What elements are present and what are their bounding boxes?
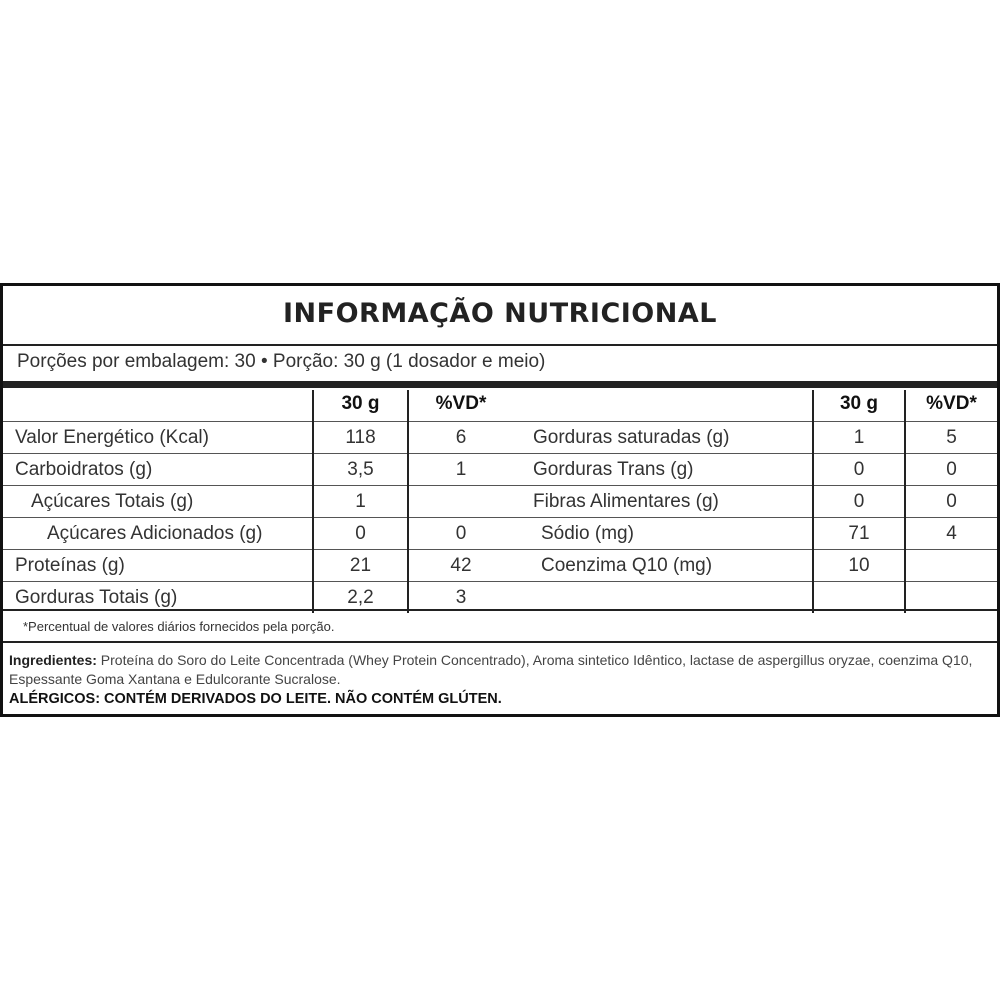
nutrient-dv: 0 bbox=[905, 486, 997, 518]
serving-info: Porções por embalagem: 30 • Porção: 30 g (1 dosador e meio) bbox=[17, 351, 546, 372]
nutrient-dv: 1 bbox=[408, 454, 513, 486]
nutrient-name: Valor Energético (Kcal) bbox=[3, 422, 313, 454]
nutrient-amount: 1 bbox=[313, 486, 408, 518]
table-row bbox=[3, 422, 513, 454]
nutrient-amount: 2,2 bbox=[313, 582, 408, 614]
ingredients-block bbox=[9, 651, 995, 689]
nutrient-amount: 1 bbox=[813, 422, 905, 454]
nutrient-amount: 21 bbox=[313, 550, 408, 582]
ingredients-text: Proteína do Soro do Leite Concentrada (Whey Protein Concentrado), Aroma sintetico Idêntico, lactase de aspergillus oryzae, coenzima Q10, Espessante Goma Xantana e Edulcorante Sucralose. bbox=[9, 652, 973, 687]
nutrient-amount: 0 bbox=[813, 486, 905, 518]
nutrition-table-left bbox=[3, 390, 513, 613]
table-row bbox=[513, 486, 997, 518]
nutrient-name: Gorduras saturadas (g) bbox=[513, 422, 813, 454]
nutrient-name: Açúcares Totais (g) bbox=[3, 486, 313, 518]
nutrient-dv: 3 bbox=[408, 582, 513, 614]
nutrient-name: Gorduras Totais (g) bbox=[15, 586, 178, 608]
nutrient-dv: 6 bbox=[408, 422, 513, 454]
nutrient-amount: 0 bbox=[813, 454, 905, 486]
title-divider bbox=[3, 344, 997, 346]
nutrient-name: Sódio (mg) bbox=[513, 518, 813, 550]
nutrient-name: Carboidratos (g) bbox=[3, 454, 313, 486]
nutrient-name: Fibras Alimentares (g) bbox=[513, 486, 813, 518]
nutrient-dv: 0 bbox=[905, 454, 997, 486]
nutrient-name: Proteínas (g) bbox=[3, 550, 313, 582]
table-row bbox=[513, 454, 997, 486]
table-row bbox=[3, 486, 513, 518]
table-row bbox=[513, 550, 997, 582]
nutrient-amount: 118 bbox=[313, 422, 408, 454]
ingredients-label: Ingredientes: bbox=[9, 652, 97, 668]
nutrient-dv: 42 bbox=[408, 550, 513, 582]
nutrient-dv bbox=[408, 486, 513, 518]
column-header-dv: %VD* bbox=[905, 390, 997, 422]
nutrient-dv: 0 bbox=[408, 518, 513, 550]
nutrient-amount: 71 bbox=[813, 518, 905, 550]
nutrition-label bbox=[0, 283, 1000, 717]
nutrient-amount: 10 bbox=[813, 550, 905, 582]
table-row bbox=[513, 518, 997, 550]
nutrient-name: Açúcares Adicionados (g) bbox=[3, 518, 313, 550]
column-header-amount: 30 g bbox=[313, 390, 408, 422]
nutrient-dv bbox=[905, 550, 997, 582]
nutrient-name: Coenzima Q10 (mg) bbox=[513, 550, 813, 582]
column-header-dv: %VD* bbox=[408, 390, 513, 422]
nutrient-amount: 3,5 bbox=[313, 454, 408, 486]
nutrition-table-right bbox=[513, 390, 997, 613]
table-header-row bbox=[3, 390, 513, 422]
table-row bbox=[3, 454, 513, 486]
column-header-amount: 30 g bbox=[813, 390, 905, 422]
footnote: *Percentual de valores diários fornecidos pela porção. bbox=[23, 619, 335, 634]
table-row bbox=[3, 518, 513, 550]
nutrient-dv: 5 bbox=[905, 422, 997, 454]
table-row bbox=[513, 422, 997, 454]
nutrient-name: Gorduras Trans (g) bbox=[513, 454, 813, 486]
table-row bbox=[3, 550, 513, 582]
table-header-row bbox=[513, 390, 997, 422]
serving-divider bbox=[3, 381, 997, 388]
nutrient-amount: 0 bbox=[313, 518, 408, 550]
allergens-warning: ALÉRGICOS: CONTÉM DERIVADOS DO LEITE. NÃO CONTÉM GLÚTEN. bbox=[9, 691, 502, 707]
table-bottom-divider bbox=[3, 609, 997, 611]
label-title: INFORMAÇÃO NUTRICIONAL bbox=[283, 298, 717, 329]
nutrient-dv: 4 bbox=[905, 518, 997, 550]
footnote-divider bbox=[3, 641, 997, 643]
